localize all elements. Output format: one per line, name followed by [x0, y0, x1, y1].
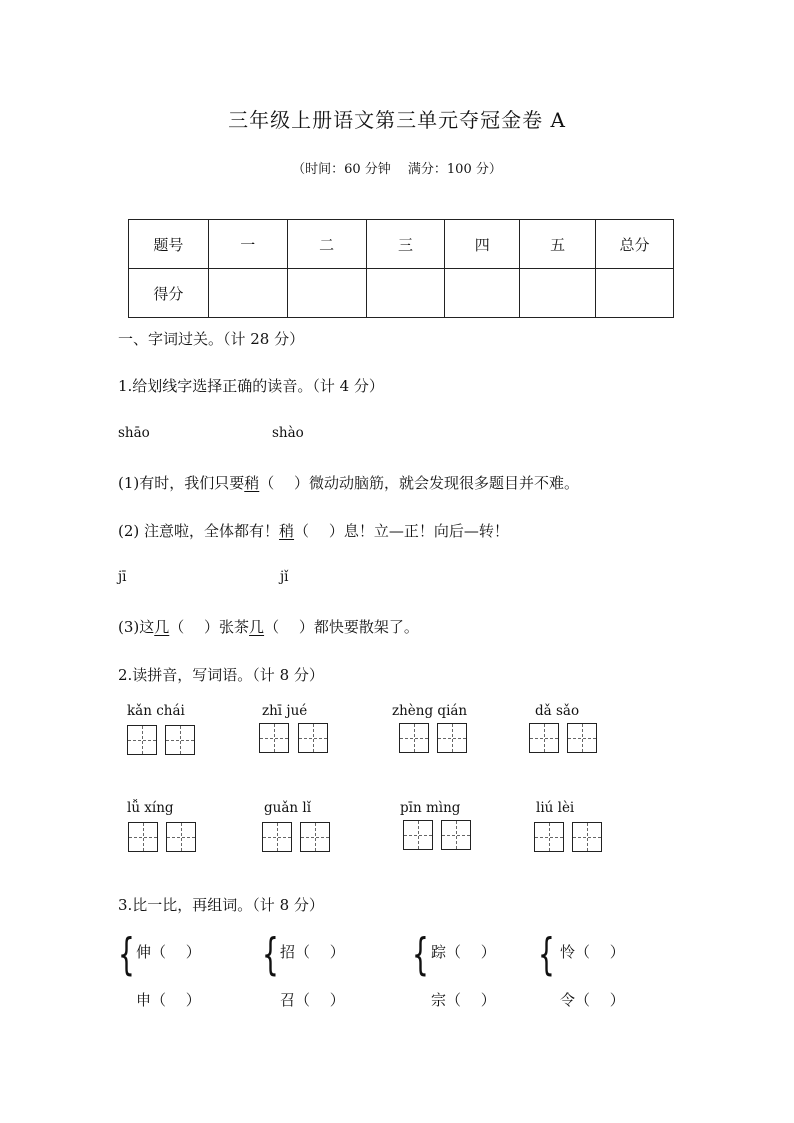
underlined-char: 稍: [279, 522, 295, 540]
writing-grid-box[interactable]: [262, 822, 292, 852]
brace-icon: {: [412, 929, 429, 980]
score-cell[interactable]: [520, 269, 596, 318]
compare-word: 伸（ ）: [136, 943, 201, 961]
score-header-cell: 总分: [596, 220, 674, 269]
question-item: [118, 520, 509, 541]
pinyin-prompt: lǚ xíng: [127, 800, 174, 816]
compare-word: 招（ ）: [280, 943, 345, 961]
score-table: [128, 219, 674, 318]
question-item: [118, 616, 419, 637]
pinyin-option: jī: [118, 569, 127, 585]
score-header-cell: 一: [208, 220, 287, 269]
score-cell[interactable]: [596, 269, 674, 318]
writing-grid-box[interactable]: [259, 723, 289, 753]
score-table-score-row: [129, 269, 674, 318]
writing-grid-box[interactable]: [166, 822, 196, 852]
score-cell[interactable]: [208, 269, 287, 318]
score-row-label: 得分: [129, 269, 209, 318]
underlined-char: 几: [249, 618, 265, 636]
score-header-cell: 题号: [129, 220, 209, 269]
page-title: 三年级上册语文第三单元夺冠金卷 A: [228, 108, 566, 132]
brace-icon: {: [538, 929, 555, 980]
brace-icon: {: [262, 929, 279, 980]
score-header-cell: 四: [445, 220, 520, 269]
writing-grid-box[interactable]: [399, 723, 429, 753]
score-cell[interactable]: [445, 269, 520, 318]
pinyin-prompt: dǎ sǎo: [535, 703, 580, 719]
score-cell[interactable]: [287, 269, 366, 318]
item-text: （ ）张茶: [169, 618, 250, 636]
pinyin-option: shào: [272, 425, 304, 441]
pinyin-option: shāo: [118, 425, 150, 441]
writing-grid-box[interactable]: [298, 723, 328, 753]
score-header-cell: 五: [520, 220, 596, 269]
underlined-char: 稍: [244, 474, 260, 492]
pinyin-prompt: guǎn lǐ: [264, 800, 312, 816]
item-text: （ ）微动动脑筋，就会发现很多题目并不难。: [259, 474, 580, 492]
writing-grid-box[interactable]: [572, 822, 602, 852]
compare-word: 召（ ）: [280, 991, 345, 1009]
question-heading: 3.比一比，再组词。（计 8 分）: [118, 896, 324, 914]
writing-grid-box[interactable]: [300, 822, 330, 852]
item-text: （ ）都快要散架了。: [264, 618, 419, 636]
score-header-cell: 三: [366, 220, 445, 269]
item-text: （ ）息！立—正！向后—转！: [294, 522, 509, 540]
writing-grid-box[interactable]: [403, 820, 433, 850]
writing-grid-box[interactable]: [165, 725, 195, 755]
writing-grid-box[interactable]: [441, 820, 471, 850]
score-cell[interactable]: [366, 269, 445, 318]
pinyin-prompt: liú lèi: [536, 800, 575, 816]
exam-info: （时间：60 分钟 满分：100 分）: [292, 162, 502, 177]
score-header-cell: 二: [287, 220, 366, 269]
compare-word: 令（ ）: [560, 991, 625, 1009]
brace-icon: {: [118, 929, 135, 980]
compare-word: 怜（ ）: [560, 943, 625, 961]
writing-grid-box[interactable]: [127, 725, 157, 755]
compare-word: 踪（ ）: [431, 943, 496, 961]
compare-word: 宗（ ）: [431, 991, 496, 1009]
question-item: [118, 472, 579, 493]
writing-grid-box[interactable]: [529, 723, 559, 753]
pinyin-prompt: zhèng qián: [392, 703, 468, 719]
pinyin-prompt: kǎn chái: [127, 703, 185, 719]
writing-grid-box[interactable]: [534, 822, 564, 852]
section-heading: 一、字词过关。（计 28 分）: [118, 330, 305, 348]
score-table-header-row: [129, 220, 674, 269]
writing-grid-box[interactable]: [128, 822, 158, 852]
question-heading: 1.给划线字选择正确的读音。（计 4 分）: [118, 377, 384, 395]
pinyin-option: jǐ: [280, 569, 289, 585]
pinyin-prompt: pīn mìng: [400, 800, 461, 816]
item-text: (2) 注意啦，全体都有！: [118, 522, 280, 540]
item-text: (3)这: [118, 618, 155, 636]
pinyin-prompt: zhī jué: [262, 703, 308, 719]
writing-grid-box[interactable]: [567, 723, 597, 753]
underlined-char: 几: [154, 618, 170, 636]
item-text: (1)有时，我们只要: [118, 474, 245, 492]
compare-word: 申（ ）: [136, 991, 201, 1009]
question-heading: 2.读拼音，写词语。（计 8 分）: [118, 666, 324, 684]
writing-grid-box[interactable]: [437, 723, 467, 753]
